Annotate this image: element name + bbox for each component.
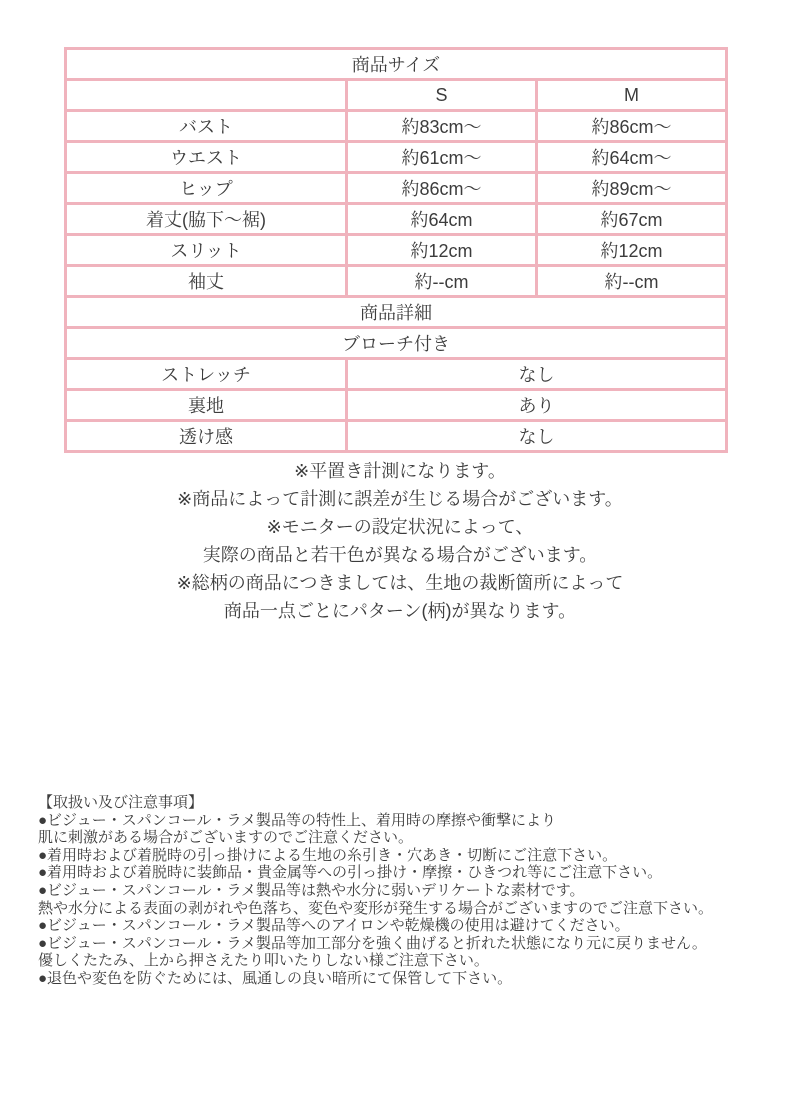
size-value-m: 約64cm〜 — [537, 142, 727, 173]
size-row-label: 袖丈 — [66, 266, 347, 297]
care-line: ●ビジュー・スパンコール・ラメ製品等へのアイロンや乾燥機の使用は避けてください。 — [38, 917, 630, 935]
size-value-m: 約12cm — [537, 235, 727, 266]
detail-table-title: 商品詳細 — [66, 297, 727, 328]
size-value-m: 約--cm — [537, 266, 727, 297]
care-line: 熱や水分による表面の剥がれや色落ち、変色や変形が発生する場合がございますのでご注意下さい。 — [38, 899, 714, 917]
table-row — [66, 421, 727, 452]
table-row — [66, 142, 727, 173]
care-line: ●ビジュー・スパンコール・ラメ製品等は熱や水分に弱いデリケートな素材です。 — [38, 881, 585, 899]
care-instructions — [38, 794, 778, 988]
table-row — [66, 49, 727, 80]
care-line: ●ビジュー・スパンコール・ラメ製品等加工部分を強く曲げると折れた状態になり元に戻りません。 — [38, 934, 707, 952]
table-row — [66, 173, 727, 204]
note-line: 商品一点ごとにパターン(柄)が異なります。 — [223, 601, 577, 621]
care-line: ●ビジュー・スパンコール・ラメ製品等の特性上、着用時の摩擦や衝撃により — [38, 811, 557, 829]
care-line: 優しくたたみ、上から押さえたり叩いたりしない様ご注意下さい。 — [38, 952, 489, 970]
size-column-header-m: M — [537, 80, 727, 111]
size-value-s: 約12cm — [347, 235, 537, 266]
care-heading: 【取扱い及び注意事項】 — [38, 794, 204, 811]
size-row-label: ヒップ — [66, 173, 347, 204]
size-column-empty-header — [66, 80, 347, 111]
detail-row-label: 裏地 — [66, 390, 347, 421]
note-line: 実際の商品と若干色が異なる場合がございます。 — [202, 545, 598, 565]
table-row — [66, 359, 727, 390]
detail-table-subtitle: ブローチ付き — [66, 328, 727, 359]
size-value-s: 約--cm — [347, 266, 537, 297]
detail-row-value: あり — [347, 390, 727, 421]
size-row-label: バスト — [66, 111, 347, 142]
table-row — [66, 80, 727, 111]
size-value-m: 約86cm〜 — [537, 111, 727, 142]
size-row-label: ウエスト — [66, 142, 347, 173]
care-line: ●着用時および着脱時の引っ掛けによる生地の糸引き・穴あき・切断にご注意下さい。 — [38, 846, 618, 864]
table-row — [66, 266, 727, 297]
size-value-s: 約83cm〜 — [347, 111, 537, 142]
measurement-notes — [0, 457, 800, 625]
care-line: ●着用時および着脱時に装飾品・貴金属等への引っ掛け・摩擦・ひきつれ等にご注意下さい。 — [38, 864, 663, 882]
care-line: ●退色や変色を防ぐためには、風通しの良い暗所にて保管して下さい。 — [38, 969, 513, 987]
note-line: ※総柄の商品につきましては、生地の裁断箇所によって — [176, 573, 624, 593]
size-column-header-s: S — [347, 80, 537, 111]
table-row — [66, 204, 727, 235]
care-line: 肌に刺激がある場合がございますのでご注意ください。 — [38, 829, 414, 847]
table-row — [66, 328, 727, 359]
product-spec-table — [64, 47, 728, 453]
size-value-m: 約89cm〜 — [537, 173, 727, 204]
size-value-s: 約64cm — [347, 204, 537, 235]
table-row — [66, 297, 727, 328]
detail-row-value: なし — [347, 359, 727, 390]
table-row — [66, 235, 727, 266]
size-row-label: 着丈(脇下〜裾) — [66, 204, 347, 235]
note-line: ※モニターの設定状況によって、 — [266, 517, 534, 537]
note-line: ※平置き計測になります。 — [294, 461, 506, 481]
table-row — [66, 111, 727, 142]
table-row — [66, 390, 727, 421]
size-value-m: 約67cm — [537, 204, 727, 235]
size-row-label: スリット — [66, 235, 347, 266]
note-line: ※商品によって計測に誤差が生じる場合がございます。 — [177, 489, 623, 509]
size-table-title: 商品サイズ — [66, 49, 727, 80]
detail-row-value: なし — [347, 421, 727, 452]
size-value-s: 約61cm〜 — [347, 142, 537, 173]
detail-row-label: ストレッチ — [66, 359, 347, 390]
size-value-s: 約86cm〜 — [347, 173, 537, 204]
detail-row-label: 透け感 — [66, 421, 347, 452]
